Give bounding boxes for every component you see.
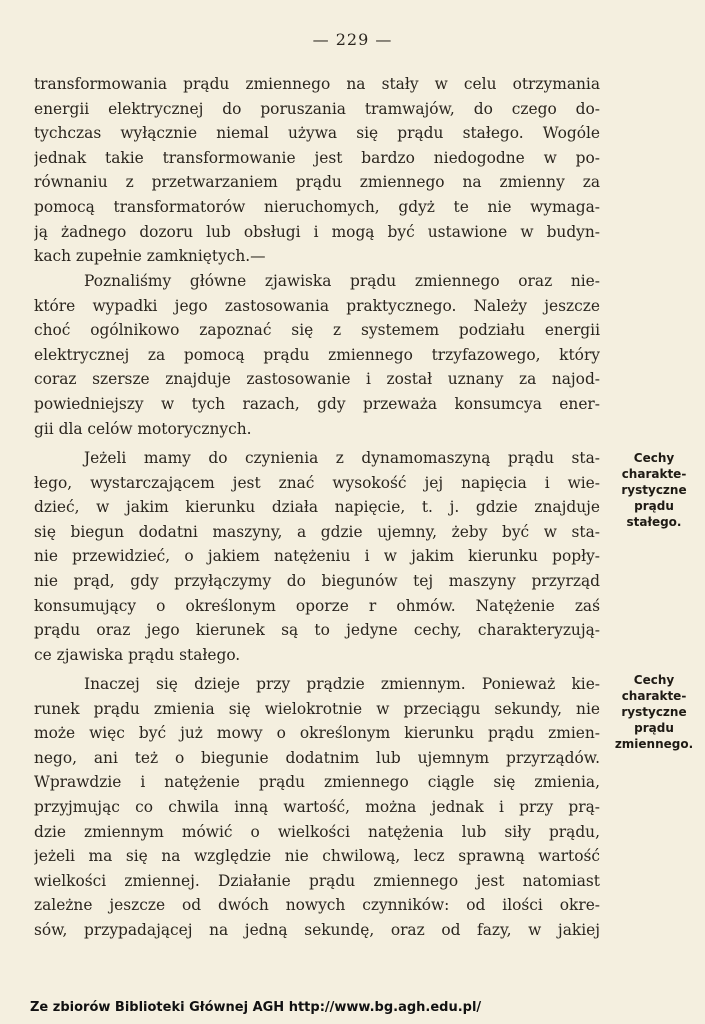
text-line: transformowania prądu zmiennego na stały w celu otrzymania xyxy=(34,75,600,93)
text-line: coraz szersze znajduje zastosowanie i został uznany za najod- xyxy=(34,370,600,389)
text-line: wielkości zmiennej. Działanie prądu zmiennego jest natomiast xyxy=(34,871,600,890)
text-line: ją żadnego dozoru lub obsługi i mogą być ustawione w budyn- xyxy=(34,222,600,241)
paragraph-3 xyxy=(34,446,600,667)
margin-note-line: charakte- xyxy=(621,467,687,481)
text-line: elektrycznej za pomocą prądu zmiennego trzyfazowego, który xyxy=(34,345,600,364)
margin-note-alternating-current xyxy=(604,672,704,752)
text-line: konsumujący o określonym oporze r ohmów. Natężenie zaś xyxy=(34,596,600,615)
text-line: prądu oraz jego kierunek są to jedyne cechy, charakteryzują- xyxy=(34,621,600,640)
text-line: dzie zmiennym mówić o wielkości natężenia lub siły prądu, xyxy=(34,822,600,841)
paragraph-4 xyxy=(34,672,600,943)
text-line: łego, wystarczającem jest znać wysokość jej napięcia i wie- xyxy=(34,473,600,492)
footer-credit: Ze zbiorów Biblioteki Głównej AGH http://www.bg.agh.edu.pl/ xyxy=(30,1000,482,1015)
text-line: Wprawdzie i natężenie prądu zmiennego ciągle się zmienia, xyxy=(34,773,600,792)
text-line: dzieć, w jakim kierunku działa napięcie, t. j. gdzie znajduje xyxy=(34,498,600,517)
margin-note-line: zmiennego. xyxy=(614,737,694,751)
text-line: ce zjawiska prądu stałego. xyxy=(34,645,241,664)
text-line: energii elektrycznej do poruszania tramwajów, do czego do- xyxy=(34,99,600,118)
text-line: może więc być już mowy o określonym kierunku prądu zmien- xyxy=(34,724,600,743)
text-line: powiedniejszy w tych razach, gdy przeważa konsumcya ener- xyxy=(34,394,600,413)
text-line: choć ogólnikowo zapoznać się z systemem podziału energii xyxy=(34,321,600,340)
page-number: — 229 — xyxy=(312,30,393,49)
text-line: nie prąd, gdy przyłączymy do biegunów tej maszyny przyrząd xyxy=(34,571,600,590)
margin-note-line: rystyczne xyxy=(621,483,687,497)
margin-note-direct-current xyxy=(604,450,704,530)
text-line: Poznaliśmy główne zjawiska prądu zmiennego oraz nie- xyxy=(84,272,600,290)
text-line: które wypadki jego zastosowania praktycznego. Należy jeszcze xyxy=(34,296,600,315)
margin-note-line: Cechy xyxy=(633,673,675,687)
text-line: Inaczej się dzieje przy prądzie zmiennym. Ponieważ kie- xyxy=(84,675,600,693)
margin-note-line: stałego. xyxy=(626,515,682,529)
text-line: pomocą transformatorów nieruchomych, gdyż te nie wymaga- xyxy=(34,197,600,216)
text-line: jednak takie transformowanie jest bardzo niedogodne w po- xyxy=(34,148,600,167)
paragraph-2 xyxy=(34,269,600,441)
text-line: przyjmując co chwila inną wartość, można jednak i przy prą- xyxy=(34,797,600,816)
text-line: runek prądu zmienia się wielokrotnie w przeciągu sekundy, nie xyxy=(34,699,600,718)
text-line: się biegun dodatni maszyny, a gdzie ujemny, żeby być w sta- xyxy=(34,522,600,541)
margin-note-line: prądu xyxy=(634,499,674,513)
text-line: Jeżeli mamy do czynienia z dynamomaszyną prądu sta- xyxy=(84,449,600,467)
margin-note-line: charakte- xyxy=(621,689,687,703)
text-line: gii dla celów motorycznych. xyxy=(34,419,252,438)
text-line: jeżeli ma się na względzie nie chwilową, lecz sprawną wartość xyxy=(34,847,600,866)
text-line: tychczas wyłącznie niemal używa się prądu stałego. Wogóle xyxy=(34,124,600,143)
text-line: kach zupełnie zamkniętych.— xyxy=(34,247,266,266)
margin-note-line: rystyczne xyxy=(621,705,687,719)
paragraph-1 xyxy=(34,72,600,269)
text-line: zależne jeszcze od dwóch nowych czynników: od ilości okre- xyxy=(34,896,600,915)
text-line: nego, ani też o biegunie dodatnim lub ujemnym przyrządów. xyxy=(34,748,600,767)
text-line: nie przewidzieć, o jakiem natężeniu i w jakim kierunku popły- xyxy=(34,547,600,566)
text-line: równaniu z przetwarzaniem prądu zmiennego na zmienny za xyxy=(34,173,600,192)
margin-note-line: prądu xyxy=(634,721,674,735)
margin-note-line: Cechy xyxy=(633,451,675,465)
text-line: sów, przypadającej na jedną sekundę, oraz od fazy, w jakiej xyxy=(34,920,600,939)
